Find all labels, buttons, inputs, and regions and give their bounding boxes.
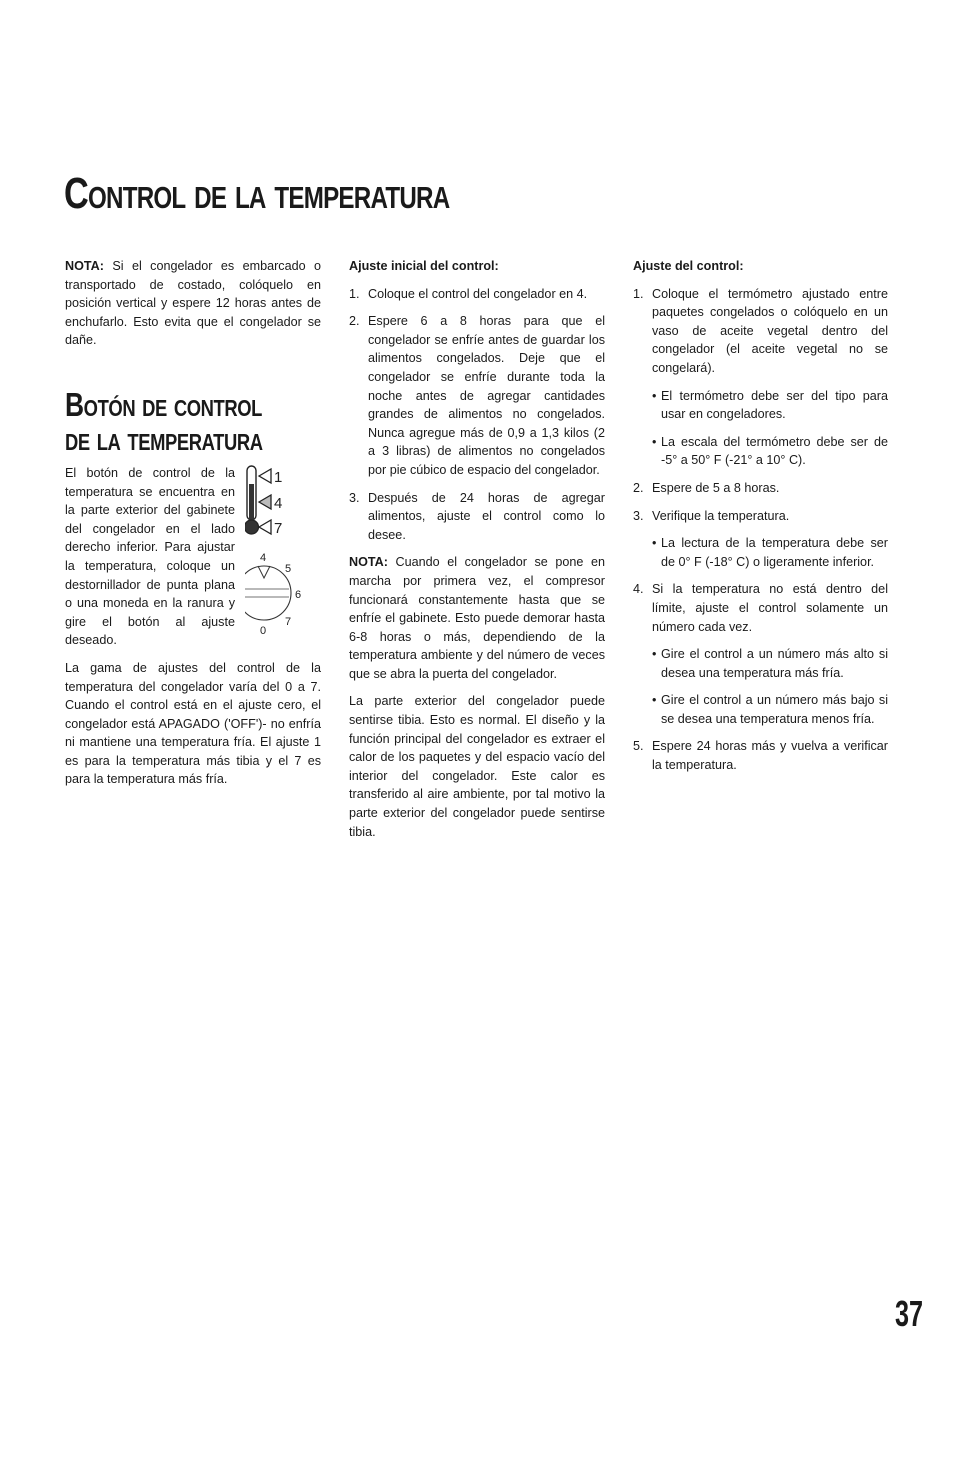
step-number: 1.	[349, 286, 360, 301]
bullet-list	[652, 645, 888, 728]
dial-label-bottom: 0	[260, 624, 267, 636]
dial-icon	[245, 552, 301, 636]
step-text: Coloque el control del congelador en 4.	[368, 286, 588, 301]
list-item	[349, 489, 605, 545]
step-number: 5.	[633, 739, 644, 754]
nota-label: NOTA:	[349, 555, 388, 570]
dial-label-upper-right: 5	[285, 562, 292, 575]
control-adjust-steps	[633, 285, 888, 775]
step-text: Espere de 5 a 8 horas.	[652, 480, 780, 495]
initial-setting-steps	[349, 285, 605, 545]
bullet-list	[652, 387, 888, 470]
bullet-item	[652, 645, 888, 682]
list-item	[633, 479, 888, 498]
list-item	[633, 580, 888, 728]
nota-label: NOTA:	[65, 259, 104, 273]
bullet-item	[652, 433, 888, 470]
initial-setting-heading: Ajuste inicial del control:	[349, 259, 499, 273]
bullet-item	[652, 387, 888, 424]
nota-text: Si el congelador es embarcado o transportado de costado, colóquelo en posición vertical y espere 12 horas antes de enchufarlo. Esto evita que el congelador se dañe.	[65, 259, 321, 348]
control-adjust-heading: Ajuste del control:	[633, 259, 744, 273]
list-item	[633, 285, 888, 470]
dial-label-lower-right: 7	[285, 615, 292, 628]
bullet-text: El termómetro debe ser del tipo para usar en congeladores.	[661, 388, 888, 422]
page-number: 37	[895, 1293, 924, 1334]
list-item	[633, 507, 888, 572]
dial-label-right: 6	[295, 588, 302, 601]
step-text: Verifique la temperatura.	[652, 508, 790, 523]
step-text: Espere 6 a 8 horas para que el congelador se enfríe antes de guardar los alimentos congelados. Deje que el congelador se enfríe durante toda la noche antes de agregar cantidades grandes de alimentos no congelados. Nunca agregue más de 0,9 a 1,3 kilos (2 a 3 libras) de alimentos no congelados por pie cúbico de espacio del congelador.	[368, 314, 605, 477]
step-text: Después de 24 horas de agregar alimentos, ajuste el control como lo desee.	[368, 490, 605, 542]
bullet-icon: •	[652, 536, 657, 551]
column-left	[65, 257, 321, 798]
bullet-item	[652, 691, 888, 728]
control-illustration	[245, 464, 321, 636]
step-text: Espere 24 horas más y vuelva a verificar la temperatura.	[652, 739, 888, 773]
bullet-text: La escala del termómetro debe ser de -5° a 50° F (-21° a 10° C).	[661, 434, 888, 468]
list-item	[633, 737, 888, 774]
list-item	[349, 285, 605, 304]
control-location-paragraph: El botón de control de la temperatura se encuentra en la parte exterior del gabinete del congelador en el lado derecho inferior. Para ajustar la temperatura, coloque un destornillador de punta plana o una moneda en la ranura y gire el botón al ajuste deseado.	[65, 465, 235, 648]
thermometer-label-4: 4	[274, 494, 283, 512]
step-number: 3.	[633, 508, 644, 523]
dial-label-top: 4	[260, 551, 267, 564]
bullet-icon: •	[652, 647, 657, 662]
section-title-line2: de la temperatura	[65, 419, 263, 457]
thermometer-label-1: 1	[274, 468, 283, 486]
thermometer-icon	[245, 466, 282, 537]
list-item	[349, 312, 605, 479]
nota-paragraph	[349, 553, 605, 683]
section-title	[65, 385, 321, 457]
page-title: Control de la temperatura	[64, 169, 450, 218]
column-middle	[349, 257, 605, 850]
bullet-icon: •	[652, 388, 657, 403]
bullet-item	[652, 534, 888, 571]
step-number: 3.	[349, 490, 360, 505]
bullet-list	[652, 534, 888, 571]
section-title-line1: Botón de control	[65, 385, 263, 423]
bullet-icon: •	[652, 434, 657, 449]
step-number: 2.	[633, 480, 644, 495]
settings-range-paragraph: La gama de ajustes del control de la temperatura del congelador varía del 0 a 7. Cuando el control está en el ajuste cero, el congelador está APAGADO ('OFF')- no enfría ni mantiene una temperatura fría. El ajuste 1 es para la temperatura más tibia y el 7 es para la temperatura más fría.	[65, 660, 321, 787]
bullet-text: Gire el control a un número más alto si desea una temperatura más fría.	[661, 647, 888, 680]
bullet-text: La lectura de la temperatura debe ser de 0° F (-18° C) o ligeramente inferior.	[661, 536, 888, 569]
warm-exterior-paragraph: La parte exterior del congelador puede sentirse tibia. Esto es normal. El diseño y la función principal del congelador es extraer el calor de los paquetes y del espacio vacío del interior del congelador. Este calor es transferido al aire ambiente, por tal motivo la parte exterior del congelador puede sentirse tibia.	[349, 694, 605, 839]
step-number: 1.	[633, 286, 644, 301]
thermometer-label-7: 7	[274, 519, 283, 537]
nota-text: Cuando el congelador se pone en marcha por primera vez, el compresor funcionará constantemente hasta que se enfríe el gabinete. Esto puede demorar hasta 6-8 horas o más, dependiendo de la temperatura ambiente y del número de veces que se abra la puerta del congelador.	[349, 555, 606, 681]
column-right	[633, 257, 888, 784]
step-text: Coloque el termómetro ajustado entre paquetes congelados o colóquelo en un vaso de aceite vegetal dentro del congelador (el aceite vegetal no se congelará).	[652, 286, 888, 375]
step-number: 4.	[633, 582, 644, 597]
bullet-text: Gire el control a un número más bajo si se desea una temperatura menos fría.	[661, 693, 888, 726]
step-number: 2.	[349, 314, 360, 329]
step-text: Si la temperatura no está dentro del límite, ajuste el control solamente un número cada vez.	[652, 582, 888, 634]
nota-paragraph	[65, 257, 321, 350]
bullet-icon: •	[652, 693, 657, 708]
